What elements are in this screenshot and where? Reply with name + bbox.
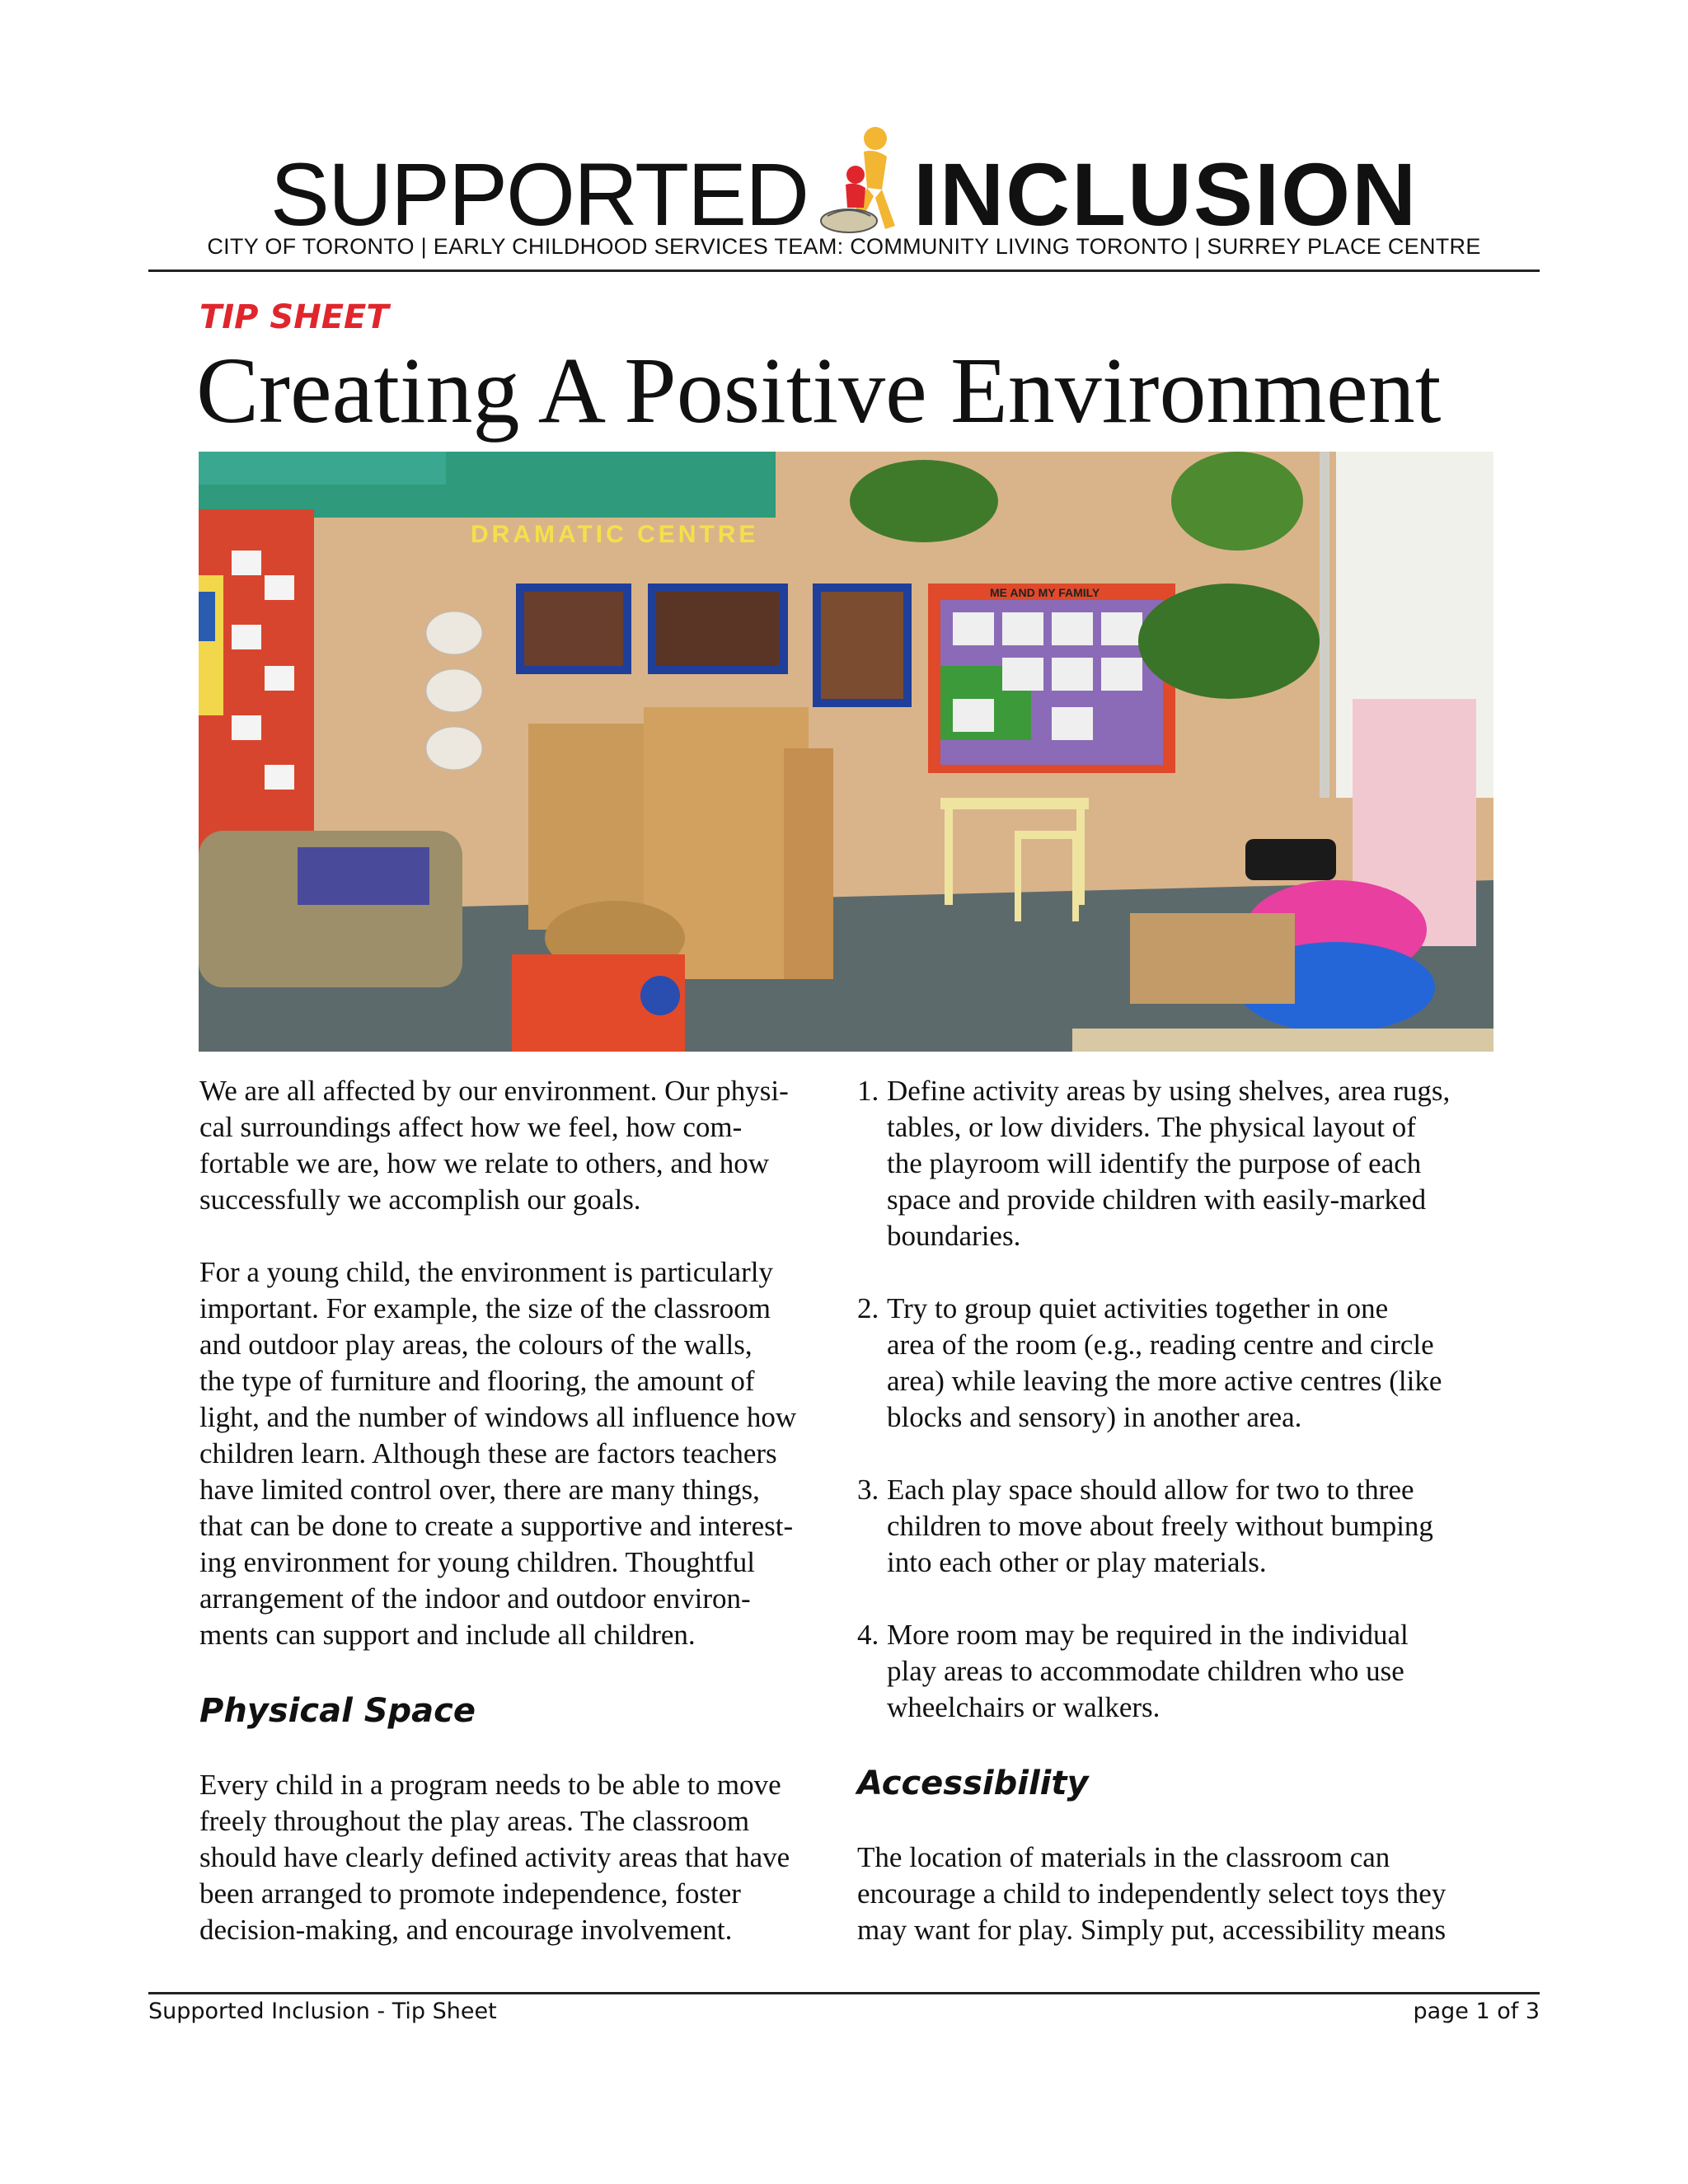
page-title: Creating A Positive Environment [196, 338, 1442, 443]
child-and-adult-figure-icon [816, 124, 907, 239]
list-item-text: Each play space should allow for two to three children to move about freely without bumping into each other or play materials. [887, 1474, 1433, 1578]
list-item [857, 1472, 1500, 1581]
list-item-number: 2. [857, 1292, 879, 1324]
header-rule [148, 269, 1540, 272]
list-item-number: 3. [857, 1474, 879, 1506]
masthead-subtitle: CITY OF TORONTO | EARLY CHILDHOOD SERVICES TEAM: COMMUNITY LIVING TORONTO | SURREY PLACE CENTRE [207, 234, 1481, 259]
footer-rule [148, 1992, 1540, 1994]
footer [148, 1999, 1540, 2024]
physical-space-paragraph: Every child in a program needs to be able to move freely throughout the play areas. The classroom should have clearly defined activity areas that have been arranged to promote independence, foster decision-making, and encourage involvement. [199, 1769, 790, 1946]
footer-title: Supported Inclusion - Tip Sheet [148, 1999, 497, 2024]
family-board-title: ME AND MY FAMILY [990, 586, 1100, 599]
brand-left-text: SUPPORTED [270, 144, 809, 244]
dramatic-centre-sign: DRAMATIC CENTRE [471, 521, 759, 548]
list-item-number: 4. [857, 1619, 879, 1651]
accessibility-heading: Accessibility [857, 1765, 1089, 1802]
right-column [857, 1073, 1500, 1985]
list-item-text: More room may be required in the individual play areas to accommodate children who use wheelchairs or walkers. [887, 1619, 1409, 1723]
accessibility-paragraph: The location of materials in the classroom can encourage a child to independently select toys they may want for play. Simply put, accessibility means [857, 1841, 1447, 1946]
masthead [0, 144, 1688, 244]
left-column [199, 1073, 834, 1985]
list-item-number: 1. [857, 1075, 879, 1107]
environment-paragraph: For a young child, the environment is particularly important. For example, the size of the classroom and outdoor play areas, the colours of the walls, the type of furniture and flooring, the amount of light, and the number of windows all influence how children learn. Although these are factors teachers have limited control over, there are many things, that can be done to create a supportive and interest- ing environment for young children. Thoughtful arrangement of the indoor and outdoor environ- ments can support and include all children. [199, 1256, 797, 1651]
classroom-illustration [199, 452, 1493, 1052]
brand-right-text: INCLUSION [913, 144, 1418, 244]
list-item [857, 1617, 1500, 1726]
list-item-text: Try to group quiet activities together in one area of the room (e.g., reading centre and circle area) while leaving the more active centres (like blocks and sensory) in another area. [887, 1292, 1442, 1433]
list-item [857, 1073, 1500, 1254]
intro-paragraph: We are all affected by our environment. Our physi- cal surroundings affect how we feel, how com- fortable we are, how we relate to others, and how successfully we accomplish our goals. [199, 1075, 789, 1216]
classroom-photo [199, 452, 1493, 1052]
physical-space-heading: Physical Space [199, 1692, 476, 1730]
list-item [857, 1291, 1500, 1436]
tip-sheet-label: TIP SHEET [199, 298, 389, 336]
list-item-text: Define activity areas by using shelves, area rugs, tables, or low dividers. The physical layout of the playroom will identify the purpose of each space and provide children with easily-marked boundaries. [887, 1075, 1451, 1252]
page-number: page 1 of 3 [1413, 1999, 1540, 2024]
